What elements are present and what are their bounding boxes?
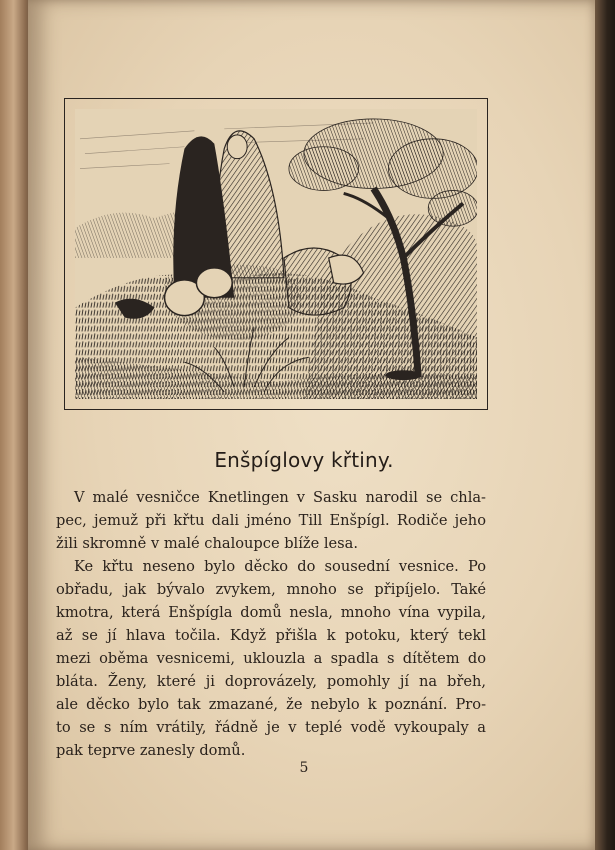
text-line: kmotra, která Enšpígla domů nesla, mnoho vína vypila, xyxy=(56,604,486,621)
text-line: to se s ním vrátily, řádně je v teplé vodě vykoupaly a xyxy=(56,719,486,736)
text-line: Ke křtu neseno bylo děcko do sousední vesnice. Po xyxy=(74,558,486,575)
text-line: pak teprve zanesly domů. xyxy=(56,742,246,759)
text-line: až se jí hlava točila. Když přišla k potoku, který tekl xyxy=(56,627,486,644)
paragraph-2 xyxy=(56,555,486,762)
text-line: V malé vesničce Knetlingen v Sasku narodil se chla- xyxy=(74,489,486,506)
text-line: obřadu, jak bývalo zvykem, mnoho se připíjelo. Také xyxy=(56,581,486,598)
engraving-illustration xyxy=(64,98,488,410)
page-edge-shadow xyxy=(595,0,615,850)
paragraph-1 xyxy=(56,486,486,555)
text-line: mezi oběma vesnicemi, uklouzla a spadla s dítětem do xyxy=(56,650,486,667)
engraving-drawing xyxy=(75,109,477,399)
text-line: bláta. Ženy, které ji doprovázely, pomohly jí na břeh, xyxy=(56,673,486,690)
text-line: pec, jemuž při křtu dali jméno Till Enšpígl. Rodiče jeho xyxy=(56,512,486,529)
page-number: 5 xyxy=(299,760,309,776)
chapter-title: Enšpíglovy křtiny. xyxy=(214,448,394,472)
text-line: žili skromně v malé chaloupce blíže lesa. xyxy=(56,535,358,552)
chapter-text xyxy=(56,486,486,762)
text-line: ale děcko bylo tak zmazané, že nebylo k poznání. Pro- xyxy=(56,696,486,713)
